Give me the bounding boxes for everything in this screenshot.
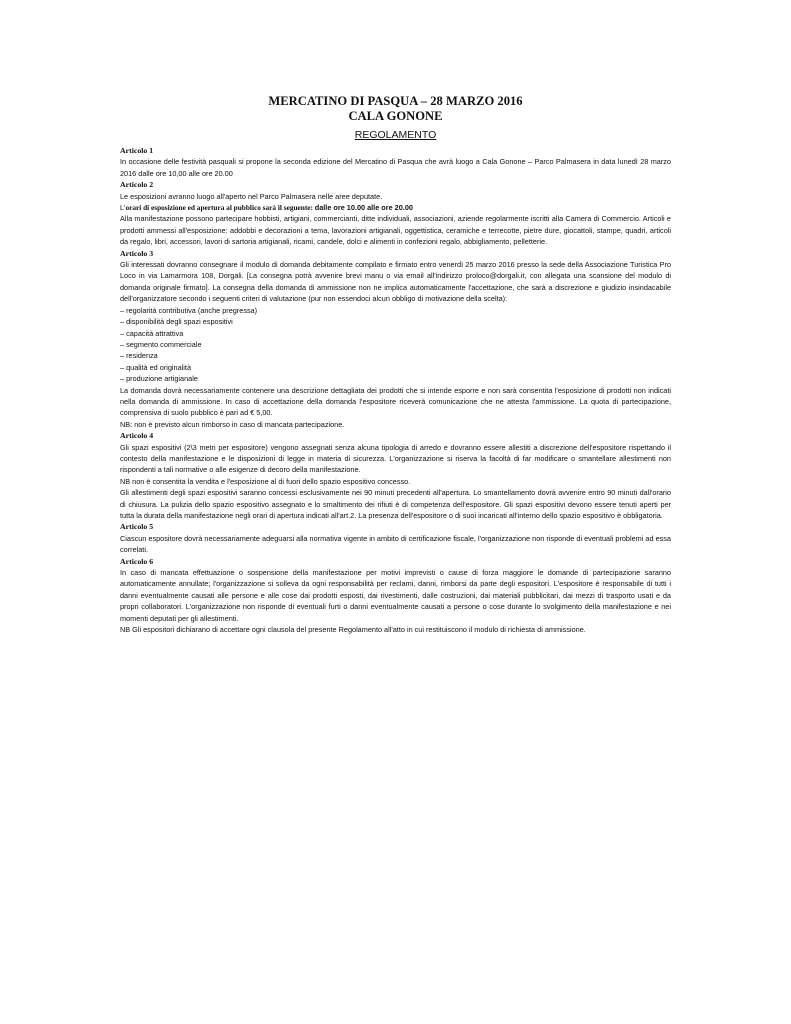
- list-item: – capacità attrattiva: [120, 328, 671, 339]
- article-6: [120, 556, 671, 636]
- document-subtitle: REGOLAMENTO: [354, 129, 437, 141]
- article-3-text-1: Gli interessati dovranno consegnare il modulo di domanda debitamente compilato e firmato entro venerdì 25 marzo 2016 presso la sede della Associazione Turistica Pro Loco in via Lamarmora 108, Dorgali. [La consegna potrà avvenire brevi manu o via email all'indirizzo proloco@dorgali.it, con allegata una scansione del modulo di domanda originale firmato]. La consegna della domanda di ammissione non ne implica automaticamente l'accettazione, che sarà a discrezione e giudizio insindacabile dell'organizzatore secondo i seguenti criteri di valutazione (pur non essendoci alcun obbligo di motivazione della scelta):: [120, 260, 671, 304]
- article-3-heading: Articolo 3: [120, 248, 154, 258]
- article-5-text: Ciascun espositore dovrà necessariamente adeguarsi alla normativa vigente in ambito di certificazione fiscale, l'organizzazione non risponde di eventuali problemi ad essa correlati.: [120, 533, 671, 555]
- article-6-text: In caso di mancata effettuazione o sospensione della manifestazione per motivi imprevisti o cause di forza maggiore le domande di partecipazione saranno automaticamente annullate; l'organizzazione si solleva da ogni responsabilità per reclami, danni, rimborsi da parte degli espositori. L'espositore è responsabile di tutti i danni eventualmente causati alle persone e alle cose dai prodotti esposti, dai rivestimenti, dalle costruzioni, dai materiali pubblicitari, dai mezzi di trasporto usati e da propri collaboratori. L'organizzazione non risponde di eventuali furti o danni eventualmente causati a persone o cose durante lo svolgimento della manifestazione e nei momenti deputati per gli allestimenti.: [120, 568, 671, 623]
- article-1-text: In occasione delle festività pasquali si propone la seconda edizione del Mercatino di Pasqua che avrà luogo a Cala Gonone – Parco Palmasera in data lunedì 28 marzo 2016 dalle ore 10,00 alle ore 20.00: [120, 157, 671, 178]
- article-3: [120, 248, 671, 431]
- article-2-heading: Articolo 2: [120, 180, 154, 190]
- article-6-heading: Articolo 6: [120, 556, 154, 566]
- article-5-heading: Articolo 5: [120, 522, 154, 532]
- list-item: – segmento commerciale: [120, 339, 671, 350]
- article-3-text-2: La domanda dovrà necessariamente contenere una descrizione dettagliata dei prodotti che si intende esporre e non sarà consentita l'esposizione di prodotti non indicati nella domanda di ammissione. In caso di accettazione della domanda l'espositore riceverà comunicazione che ne attesta l'ammissione. La quota di partecipazione, comprensiva di suolo pubblico è pari ad € 5,00.: [120, 385, 671, 418]
- list-item: – produzione artigianale: [120, 373, 671, 384]
- article-2-text-2: Alla manifestazione possono partecipare hobbisti, artigiani, commercianti, ditte individuali, associazioni, aziende regolarmente iscritti alla Camera di Commercio. Articoli e prodotti ammessi all'esposizione: addobbi e decorazioni a tema, lavorazioni artigianali, oggettistica, ceramiche e terrecotte, pietre dure, giocattoli, stampe, quadri, articoli da regalo, libri, accessori, lavori di sartoria artigianali, ricami, candele, dolci e alimenti in confezioni regalo, abbigliamento, pelletterie.: [120, 214, 671, 247]
- evaluation-criteria-list: [120, 305, 671, 385]
- title-line-1: MERCATINO DI PASQUA – 28 MARZO 2016: [268, 94, 523, 108]
- article-2-text-1: Le esposizioni avranno luogo all'aperto nel Parco Palmasera nelle aree deputate.: [120, 191, 383, 201]
- article-2-opening-hours: [120, 202, 671, 213]
- article-1: [120, 145, 671, 179]
- article-2: [120, 179, 671, 247]
- article-4: [120, 430, 671, 521]
- list-item: – qualità ed originalità: [120, 362, 671, 373]
- article-1-heading: Articolo 1: [120, 146, 154, 155]
- article-5: [120, 521, 671, 555]
- article-3-note: NB: non è previsto alcun rimborso in caso di mancata partecipazione.: [120, 419, 345, 429]
- opening-hours-label: orari di esposizione ed apertura al pubblico sarà il seguente:: [125, 203, 315, 213]
- article-4-text-2: Gli allestimenti degli spazi espositivi saranno concessi esclusivamente nei 90 minuti precedenti all'apertura. Lo smantellamento dovrà avvenire entro 90 minuti dall'orario di chiusura. La pulizia dello spazio espositivo assegnato e lo smaltimento dei rifiuti è di competenza dell'espositore. Gli spazi espositivi devono essere tenuti aperti per tutta la durata della manifestazione negli orari di apertura indicati all'art.2. La presenza dell'espositore o di suoi incaricati all'interno dello spazio espositivo è obbligatoria.: [120, 488, 671, 520]
- opening-hours-value: dalle ore 10.00 alle ore 20.00: [314, 203, 413, 213]
- article-4-heading: Articolo 4: [120, 431, 154, 441]
- document-title: [120, 94, 671, 123]
- article-4-text-1: Gli spazi espositivi (2\3 metri per espositore) vengono assegnati senza alcuna tipologia di arredo e dovranno essere allestiti a discrezione dell'espositore rispettando il contesto della manifestazione e le disposizioni di legge in materia di sicurezza. L'organizzazione si riserva la facoltà di far modificare o smantellare allestimenti non rispondenti a tali normative o alle esigenze di decoro della manifestazione.: [120, 442, 671, 475]
- article-4-note: NB non è consentita la vendita e l'esposizione al di fuori dello spazio espositivo concesso.: [120, 476, 411, 486]
- opening-hours-prefix: L': [120, 203, 126, 213]
- title-line-2: CALA GONONE: [348, 108, 443, 123]
- regulation-document: [120, 94, 671, 635]
- article-6-note: NB Gli espositori dichiarano di accettare ogni clausola del presente Regolamento all'atto in cui restituiscono il modulo di richiesta di ammissione.: [120, 625, 586, 635]
- list-item: – residenza: [120, 350, 671, 361]
- list-item: – disponibilità degli spazi espositivi: [120, 316, 671, 327]
- list-item: – regolarità contributiva (anche pregressa): [120, 305, 671, 316]
